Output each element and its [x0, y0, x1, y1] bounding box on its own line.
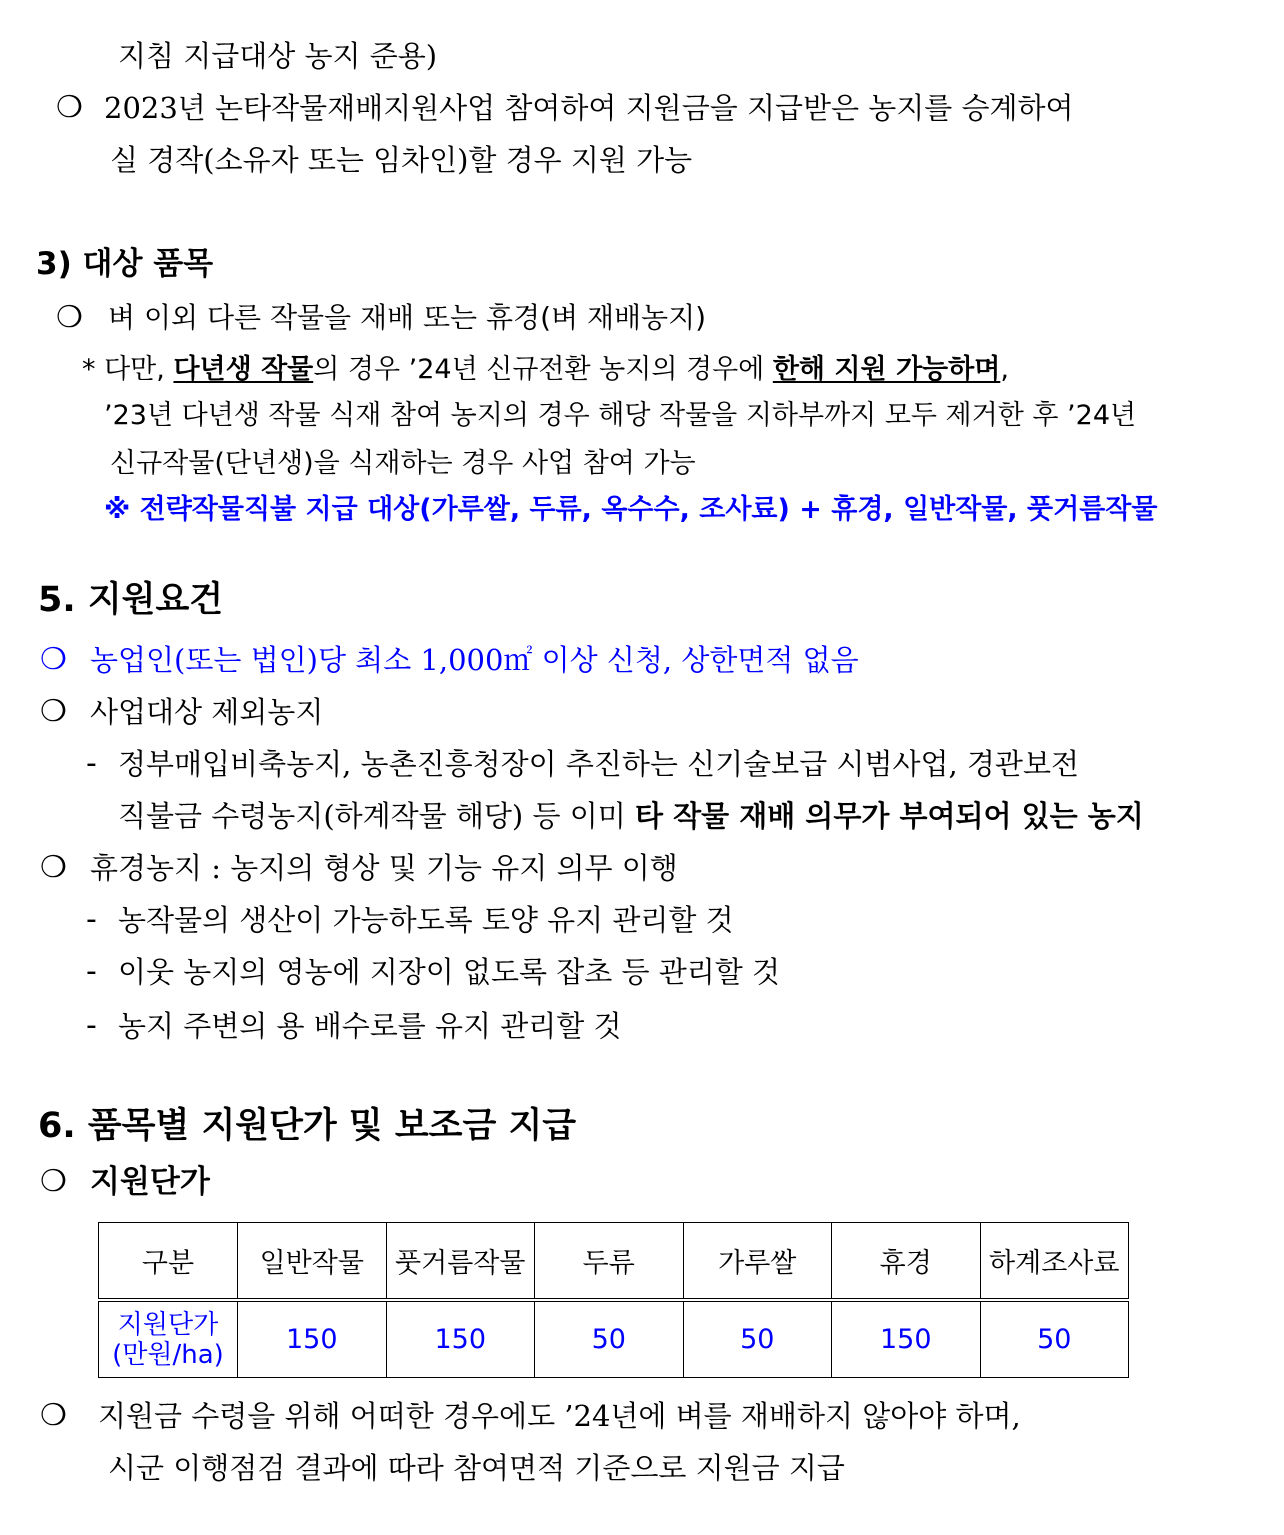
- note-line-2: ’23년 다년생 작물 식재 참여 농지의 경우 해당 작물을 지하부까지 모두 제거한 후 ’24년: [104, 400, 1137, 431]
- target-items-text: 벼 이외 다른 작물을 재배 또는 휴경(벼 재배농지): [108, 301, 707, 334]
- table-cell: 50: [535, 1300, 684, 1378]
- emphasis-text: 한해 지원 가능하며: [772, 354, 1001, 385]
- unit-price-table: [98, 1222, 1129, 1378]
- dash-bullet-icon: -: [86, 1008, 97, 1043]
- table-header-cell: 가루쌀: [683, 1223, 832, 1301]
- circle-bullet-icon: ❍: [40, 1398, 67, 1433]
- desc-text: 직불금 수령농지(하계작물 해당) 등 이미: [118, 799, 626, 833]
- note-text: 의 경우 ’24년 신규전환 농지의 경우에: [313, 354, 765, 385]
- paragraph-line: [104, 88, 1206, 128]
- table-header-cell: 두류: [535, 1223, 684, 1301]
- table-cell: 150: [386, 1300, 535, 1378]
- table-header-row: [99, 1223, 1129, 1301]
- table-header-cell: 일반작물: [238, 1223, 387, 1301]
- fallow-rule-2: 이웃 농지의 영농에 지장이 없도록 잡초 등 관리할 것: [118, 955, 781, 989]
- circle-bullet-icon: ❍: [40, 694, 67, 729]
- fallow-farmland-title: 휴경농지 : 농지의 형상 및 기능 유지 의무 이행: [90, 851, 678, 885]
- section-heading-target-items: 3) 대상 품목: [36, 246, 214, 282]
- requirement-min-area: 농업인(또는 법인)당 최소 1,000㎡ 이상 신청, 상한면적 없음: [90, 643, 859, 677]
- note-text: ,: [1000, 354, 1009, 385]
- table-cell: 150: [832, 1300, 981, 1378]
- continued-text: 지침 지급대상 농지 준용): [118, 39, 438, 73]
- dash-bullet-icon: -: [86, 746, 97, 781]
- emphasis-text: 다년생 작물: [173, 354, 314, 385]
- table-cell: 50: [980, 1300, 1129, 1378]
- circle-bullet-icon: ❍: [40, 850, 67, 885]
- reference-note: ※ 전략작물직불 지급 대상(가루쌀, 두류, 옥수수, 조사료) + 휴경, 일반작물, 풋거름작물: [104, 494, 1158, 525]
- table-header-cell: 하계조사료: [980, 1223, 1129, 1301]
- fallow-rule-1: 농작물의 생산이 가능하도록 토양 유지 관리할 것: [118, 903, 734, 937]
- excluded-farmland-title: 사업대상 제외농지: [90, 695, 324, 729]
- table-header-cell: 풋거름작물: [386, 1223, 535, 1301]
- circle-bullet-icon: ❍: [56, 90, 83, 125]
- unit-price-subheading: 지원단가: [90, 1164, 210, 1200]
- fallow-rule-3: 농지 주변의 용 배수로를 유지 관리할 것: [118, 1009, 622, 1043]
- excluded-farmland-desc-2: [118, 796, 1144, 836]
- circle-bullet-icon: ❍: [40, 642, 67, 677]
- table-row: [99, 1300, 1129, 1378]
- payment-condition-2: 시군 이행점검 결과에 따라 참여면적 기준으로 지원금 지급: [108, 1451, 845, 1485]
- table-cell: 150: [238, 1300, 387, 1378]
- note-line-3: 신규작물(단년생)을 식재하는 경우 사업 참여 가능: [110, 448, 696, 479]
- section-heading-requirements: 5. 지원요건: [38, 580, 224, 620]
- dash-bullet-icon: -: [86, 954, 97, 989]
- circle-bullet-icon: ❍: [40, 1164, 67, 1199]
- row-label-line: 지원단가: [117, 1309, 219, 1340]
- excluded-farmland-desc-1: 정부매입비축농지, 농촌진흥청장이 추진하는 신기술보급 시범사업, 경관보전: [118, 747, 1079, 781]
- table-header-cell: 휴경: [832, 1223, 981, 1301]
- succession-text-1: 2023년 논타작물재배지원사업 참여하여 지원금을 지급받은 농지를 승계하여: [104, 91, 1074, 125]
- section-heading-unit-price: 6. 품목별 지원단가 및 보조금 지급: [38, 1106, 577, 1146]
- circle-bullet-icon: ❍: [56, 300, 83, 335]
- row-label-unit: (만원/ha): [112, 1339, 224, 1370]
- note-line-1: [82, 350, 1009, 390]
- succession-text-2: 실 경작(소유자 또는 임차인)할 경우 지원 가능: [110, 143, 693, 177]
- note-text: 다만,: [104, 354, 165, 385]
- asterisk-icon: *: [82, 354, 96, 385]
- table-row-label: [99, 1300, 238, 1378]
- payment-condition-1: 지원금 수령을 위해 어떠한 경우에도 ’24년에 벼를 재배하지 않아야 하며,: [98, 1399, 1021, 1433]
- table-cell: 50: [683, 1300, 832, 1378]
- dash-bullet-icon: -: [86, 902, 97, 937]
- table-header-cell: 구분: [99, 1223, 238, 1301]
- emphasis-text: 타 작물 재배 의무가 부여되어 있는 농지: [634, 799, 1144, 833]
